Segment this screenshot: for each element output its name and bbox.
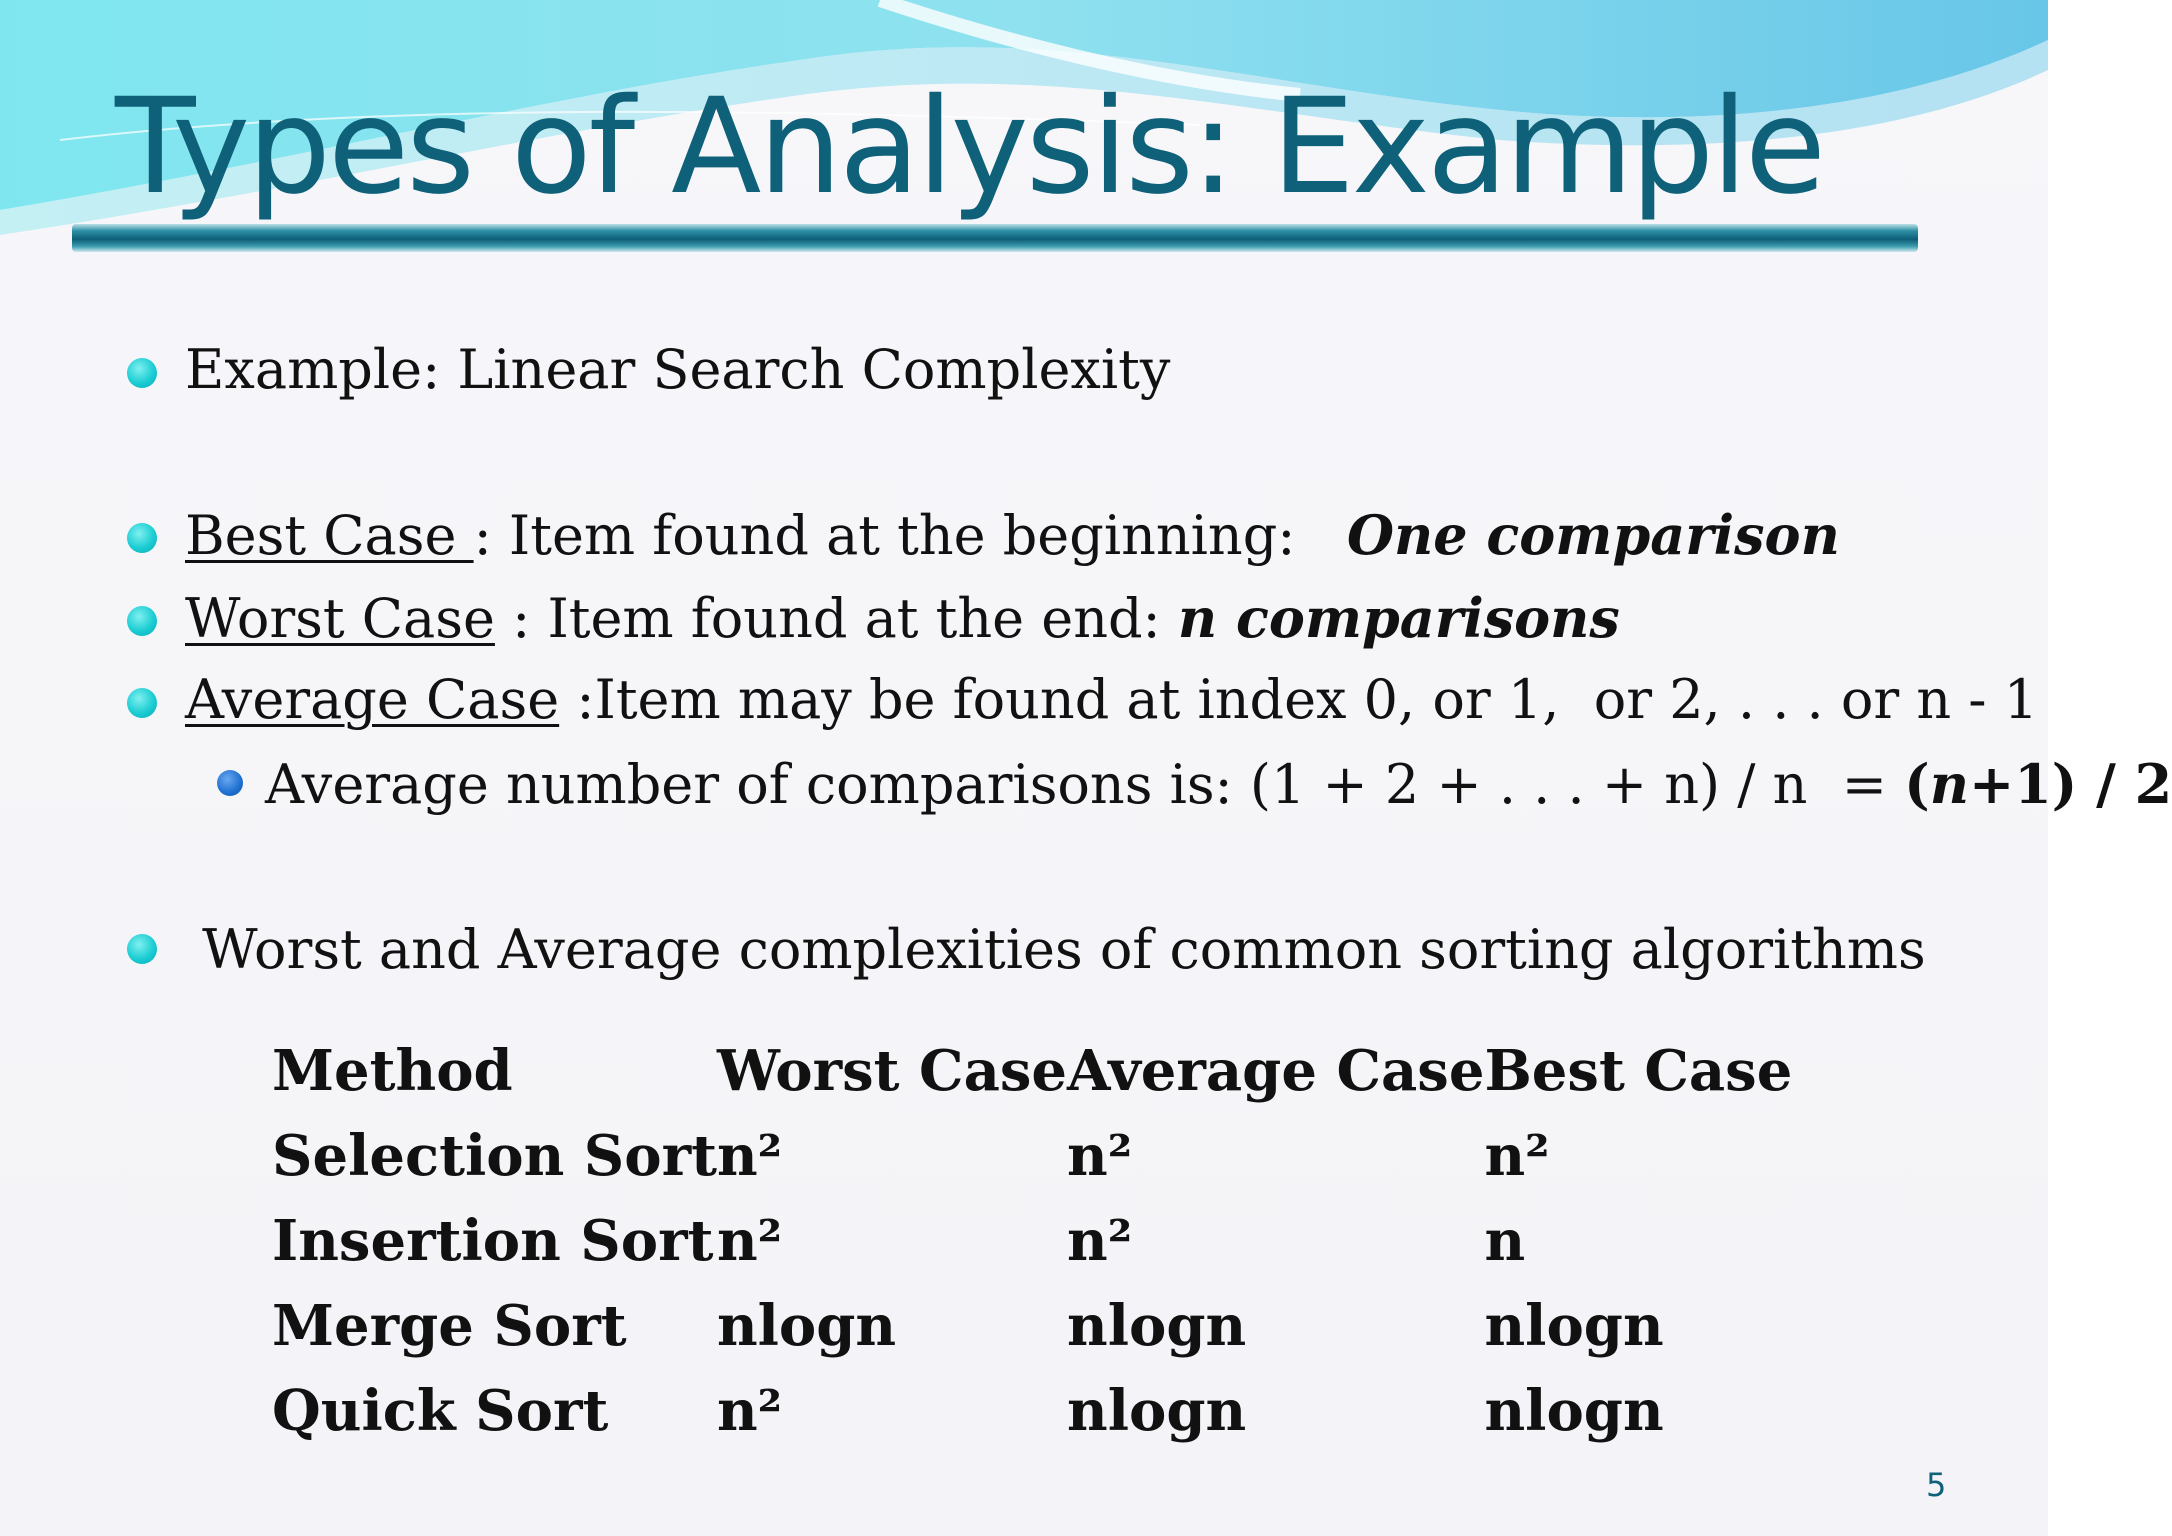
table-header: Method <box>272 1037 513 1104</box>
bullet-intro-text: Example: Linear Search Complexity <box>185 338 1171 401</box>
table-row <box>272 1113 1792 1198</box>
table-cell: Insertion Sort <box>272 1207 714 1274</box>
sub-bullet-icon <box>217 770 243 796</box>
table-header: Average Case <box>1067 1037 1485 1104</box>
table-row <box>272 1198 1792 1283</box>
table-header: Worst Case <box>716 1037 1068 1104</box>
table-cell: nlogn <box>1484 1377 1664 1444</box>
table-cell: nlogn <box>1067 1377 1247 1444</box>
bullet-icon <box>127 606 157 636</box>
worst-case-text: : Item found at the end: <box>494 587 1178 650</box>
table-cell: nlogn <box>1484 1292 1664 1359</box>
complexity-table <box>272 1028 1792 1453</box>
sorting-text: Worst and Average complexities of common sorting algorithms <box>185 918 1926 981</box>
table-cell: Selection Sort <box>272 1122 717 1189</box>
table-row <box>272 1283 1792 1368</box>
result-n: n <box>1929 752 1969 816</box>
table-cell: n² <box>716 1207 783 1274</box>
table-cell: Quick Sort <box>272 1377 609 1444</box>
table-row <box>272 1368 1792 1453</box>
bullet-sorting <box>185 918 1926 981</box>
average-case-label: Average Case <box>185 668 560 731</box>
worst-case-label: Worst Case <box>185 587 495 650</box>
best-case-emphasis: One comparison <box>1346 503 1840 567</box>
table-header: Best Case <box>1484 1037 1793 1104</box>
result-open: ( <box>1904 752 1930 816</box>
table-cell: n² <box>1067 1207 1133 1274</box>
title-underline <box>72 224 1918 252</box>
table-cell: nlogn <box>716 1292 897 1359</box>
result-close: +1) / 2 <box>1968 752 2172 816</box>
best-case-text: : Item found at the beginning: <box>473 504 1347 567</box>
table-cell: n <box>1484 1207 1526 1274</box>
bullet-best-case <box>185 503 1840 567</box>
table-cell: nlogn <box>1067 1292 1247 1359</box>
table-cell: Merge Sort <box>272 1292 627 1359</box>
table-cell: n² <box>716 1122 783 1189</box>
bullet-intro <box>185 338 1170 401</box>
table-cell: n² <box>1067 1122 1133 1189</box>
table-cell: n² <box>1484 1122 1550 1189</box>
average-comparisons-text: Average number of comparisons is: (1 + 2 + . . . + n) / n = <box>265 753 1905 816</box>
page-number: 5 <box>1926 1466 1947 1504</box>
worst-case-emphasis: n comparisons <box>1177 586 1620 650</box>
average-case-text: :Item may be found at index 0, or 1, or 2, . . . or n - 1 <box>559 668 2039 731</box>
bullet-icon <box>127 523 157 553</box>
bullet-average-case <box>185 668 2038 731</box>
table-header-row <box>272 1028 1792 1113</box>
bullet-icon <box>127 358 157 388</box>
bullet-icon <box>127 934 157 964</box>
bullet-worst-case <box>185 586 1620 650</box>
slide-title: Types of Analysis: Example <box>115 70 1824 224</box>
best-case-label: Best Case <box>185 504 474 567</box>
bullet-icon <box>127 688 157 718</box>
sub-bullet-average-comparisons <box>265 752 2172 816</box>
table-cell: n² <box>716 1377 783 1444</box>
